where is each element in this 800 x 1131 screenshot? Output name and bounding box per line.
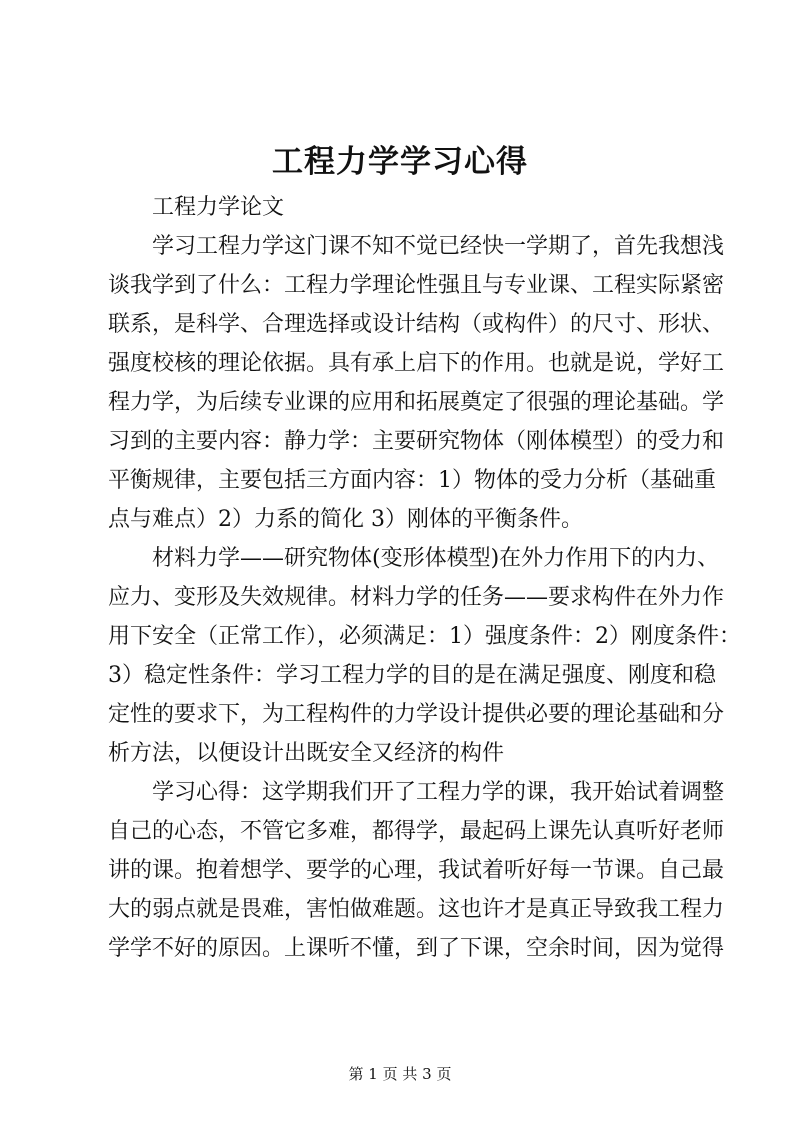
paragraph-3-line: 讲的课。抱着想学、要学的心理，我试着听好每一节课。自己最 — [108, 858, 725, 883]
paragraph-3-line: 自己的心态，不管它多难，都得学，最起码上课先认真听好老师 — [108, 819, 725, 844]
document-body — [108, 188, 741, 968]
paragraph-2-line: 应力、变形及失效规律。材料力学的任务——要求构件在外力作 — [108, 585, 725, 610]
paragraph-2-line: 定性的要求下，为工程构件的力学设计提供必要的理论基础和分 — [108, 702, 725, 727]
paragraph-1-line: 点与难点）2）力系的简化 3）刚体的平衡条件。 — [108, 507, 583, 532]
paragraph-3-line: 大的弱点就是畏难，害怕做难题。这也许才是真正导致我工程力 — [108, 897, 725, 922]
paragraph-2-line: 3）稳定性条件：学习工程力学的目的是在满足强度、刚度和稳 — [108, 663, 716, 688]
paragraph-2-line: 用下安全（正常工作），必须满足：1）强度条件：2）刚度条件： — [108, 624, 741, 649]
document-title: 工程力学学习心得 — [272, 144, 528, 180]
paragraph-3-line: 学习心得：这学期我们开了工程力学的课，我开始试着调整 — [152, 780, 725, 805]
paragraph-1-line: 联系，是科学、合理选择或设计结构（或构件）的尺寸、形状、 — [108, 312, 725, 337]
paragraph-1-line: 习到的主要内容：静力学：主要研究物体（刚体模型）的受力和 — [108, 429, 725, 454]
paragraph-2-line: 材料力学——研究物体(变形体模型)在外力作用下的内力、 — [152, 546, 720, 571]
page-footer: 第 1 页 共 3 页 — [348, 1065, 452, 1083]
paragraph-1-line: 学习工程力学这门课不知不觉已经快一学期了，首先我想浅 — [152, 234, 725, 259]
paragraph-1-line: 程力学，为后续专业课的应用和拓展奠定了很强的理论基础。学 — [108, 390, 725, 415]
paragraph-1-line: 谈我学到了什么：工程力学理论性强且与专业课、工程实际紧密 — [108, 273, 725, 298]
paragraph-1-line: 强度校核的理论依据。具有承上启下的作用。也就是说，学好工 — [108, 351, 725, 376]
document-subtitle: 工程力学论文 — [152, 195, 285, 220]
paragraph-3-line: 学学不好的原因。上课听不懂，到了下课，空余时间，因为觉得 — [108, 936, 725, 961]
paragraph-2-line: 析方法，以便设计出既安全又经济的构件 — [108, 741, 505, 766]
paragraph-1-line: 平衡规律，主要包括三方面内容：1）物体的受力分析（基础重 — [108, 468, 716, 493]
